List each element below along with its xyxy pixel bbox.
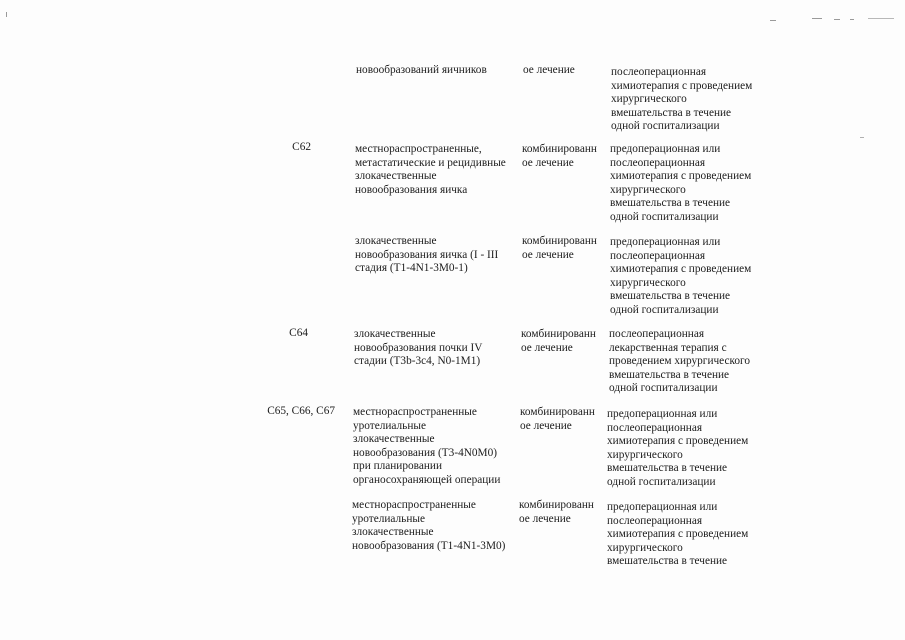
icd-code: C62 xyxy=(292,141,311,153)
text-line: послеоперационная xyxy=(611,66,707,78)
text-line: хирургического xyxy=(607,541,683,554)
text-line: стадии (T3b-3c4, N0-1M1) xyxy=(354,355,481,368)
scan-mark-top-right-1 xyxy=(770,20,776,21)
text-line: комбинированн xyxy=(521,328,596,340)
text-line: стадия (T1-4N1-3M0-1) xyxy=(355,262,468,275)
text-line: послеоперационная xyxy=(610,156,706,169)
text-line: новообразования (T1-4N1-3M0) xyxy=(352,539,506,552)
text-line: химиотерапия с проведением xyxy=(610,263,752,276)
text-line: предоперационная или xyxy=(610,143,721,155)
text-line: химиотерапия с проведением xyxy=(607,435,749,448)
text-line: послеоперационная xyxy=(610,249,706,262)
text-line: вмешательства в течение xyxy=(607,462,728,475)
text-line: комбинированн xyxy=(519,499,594,511)
scan-mark-top-right-4 xyxy=(850,19,854,20)
text-line: послеоперационная xyxy=(607,514,703,527)
text-line: местнораспространенные xyxy=(352,499,476,511)
text-line: комбинированн xyxy=(522,143,597,155)
scan-mark-right xyxy=(860,137,864,138)
scan-mark-top-right-5 xyxy=(868,18,894,19)
text-line: вмешательства в течение xyxy=(607,555,728,568)
text-line: лекарственная терапия с xyxy=(609,341,727,354)
treatment-type xyxy=(519,499,594,526)
diagnosis-text xyxy=(354,328,482,369)
text-line: ое лечение xyxy=(522,156,574,169)
treatment-method xyxy=(610,143,751,225)
treatment-method xyxy=(611,66,752,134)
treatment-method xyxy=(607,408,748,490)
icd-code: C64 xyxy=(289,327,308,339)
treatment-type xyxy=(520,406,595,433)
text-line: одной госпитализации xyxy=(607,475,716,488)
scan-mark-left xyxy=(6,12,7,17)
treatment-type xyxy=(522,143,597,170)
text-line: местнораспространенные xyxy=(353,406,477,418)
icd-code: C65, C66, C67 xyxy=(267,405,335,417)
text-line: послеоперационная xyxy=(609,328,705,340)
treatment-type xyxy=(523,64,575,78)
text-line: ое лечение xyxy=(523,64,575,76)
text-line: уротелиальные xyxy=(352,512,425,525)
text-line: ое лечение xyxy=(521,341,573,354)
diagnosis-text xyxy=(355,235,498,276)
text-line: химиотерапия с проведением xyxy=(607,528,749,541)
text-line: хирургического xyxy=(610,276,686,289)
text-line: новообразования почки IV xyxy=(354,341,483,354)
text-line: ое лечение xyxy=(520,419,572,432)
treatment-method xyxy=(607,501,748,569)
treatment-method xyxy=(610,236,751,318)
treatment-type xyxy=(522,235,597,262)
text-line: местнораспространенные, xyxy=(355,143,482,155)
text-line: новообразований яичников xyxy=(356,64,487,76)
text-line: ое лечение xyxy=(522,248,574,261)
treatment-method xyxy=(609,328,750,396)
text-line: вмешательства в течение xyxy=(610,290,731,303)
diagnosis-text xyxy=(353,406,500,488)
scan-mark-top-right-3 xyxy=(834,19,840,20)
text-line: одной госпитализации xyxy=(610,210,719,223)
text-line: при планировании xyxy=(353,460,442,473)
text-line: новообразования (T3-4N0M0) xyxy=(353,446,497,459)
diagnosis-text xyxy=(356,64,487,78)
diagnosis-text xyxy=(355,143,506,197)
text-line: новообразования яичка (I - III xyxy=(355,248,499,261)
text-line: злокачественные xyxy=(353,433,435,446)
text-line: хирургического xyxy=(607,448,683,461)
text-line: одной госпитализации xyxy=(610,303,719,316)
text-line: проведением хирургического xyxy=(609,355,751,368)
text-line: предоперационная или xyxy=(607,501,718,513)
scan-mark-top-right-2 xyxy=(812,18,822,19)
text-line: метастатические и рецидивные xyxy=(355,156,506,169)
text-line: вмешательства в течение xyxy=(609,368,730,381)
text-line: новообразования яичка xyxy=(355,183,468,196)
text-line: злокачественные xyxy=(352,526,434,539)
text-line: вмешательства в течение xyxy=(610,197,731,210)
text-line: уротелиальные xyxy=(353,419,426,432)
text-line: хирургического xyxy=(611,93,687,106)
text-line: предоперационная или xyxy=(607,408,718,420)
text-line: злокачественные xyxy=(355,170,437,183)
text-line: предоперационная или xyxy=(610,236,721,248)
text-line: ое лечение xyxy=(519,512,571,525)
diagnosis-text xyxy=(352,499,505,553)
text-line: органосохраняющей операции xyxy=(353,473,501,486)
text-line: одной госпитализации xyxy=(609,382,718,395)
text-line: одной госпитализации xyxy=(611,120,720,133)
text-line: химиотерапия с проведением xyxy=(611,79,753,92)
treatment-type xyxy=(521,328,596,355)
text-line: комбинированн xyxy=(522,235,597,247)
text-line: злокачественные xyxy=(354,328,436,340)
text-line: химиотерапия с проведением xyxy=(610,170,752,183)
text-line: вмешательства в течение xyxy=(611,106,732,119)
text-line: послеоперационная xyxy=(607,421,703,434)
text-line: хирургического xyxy=(610,183,686,196)
text-line: комбинированн xyxy=(520,406,595,418)
text-line: злокачественные xyxy=(355,235,437,247)
